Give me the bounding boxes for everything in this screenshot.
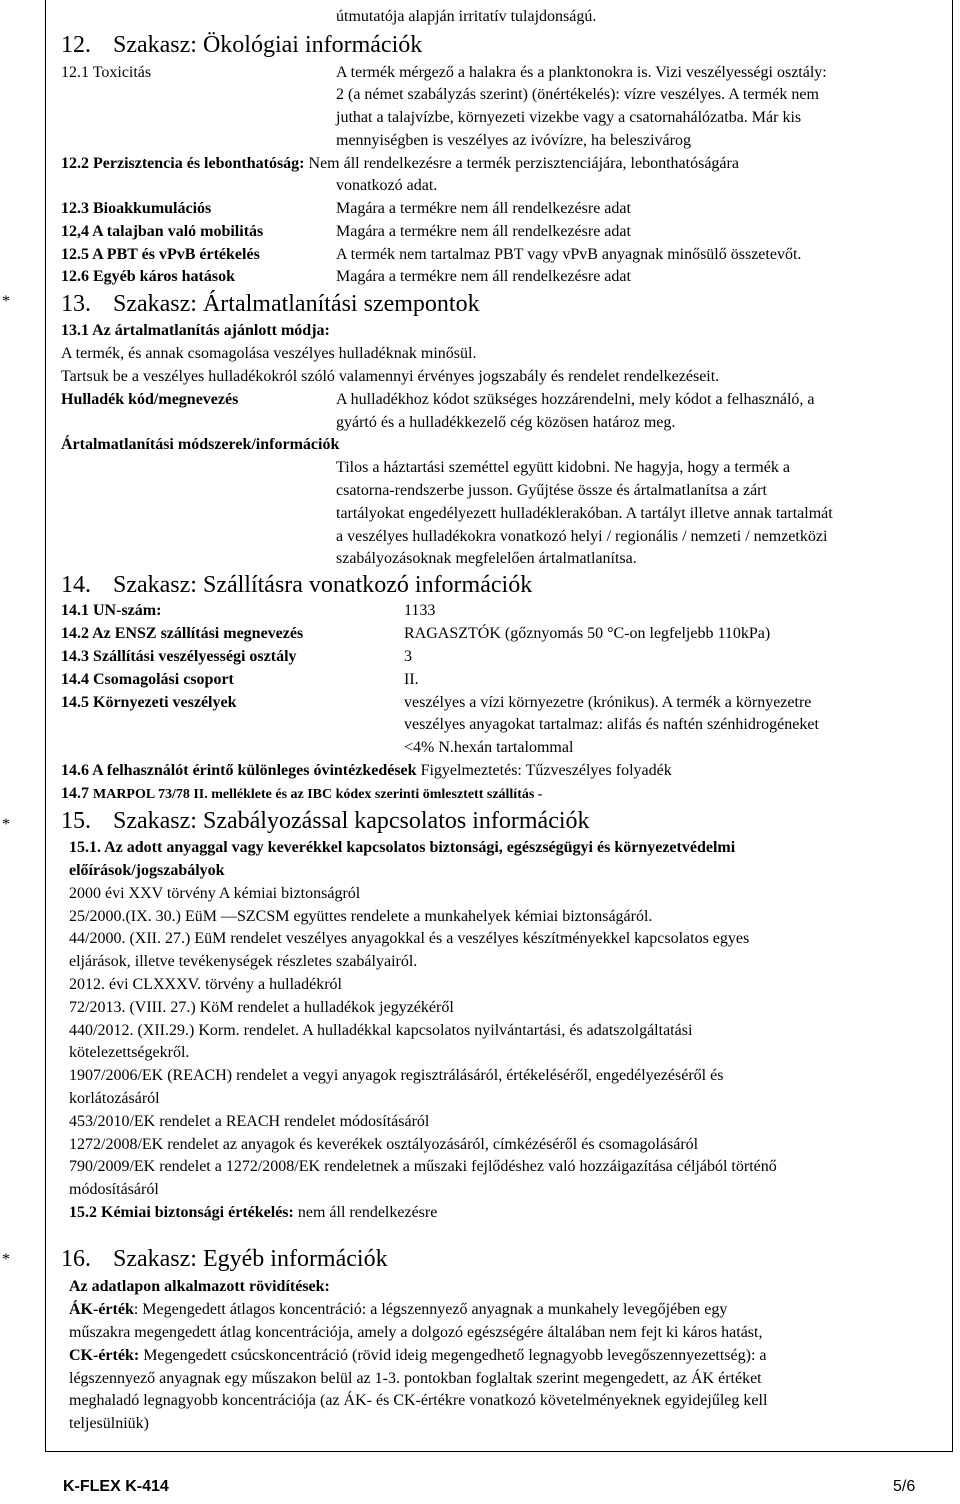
toxicity-line: 2 (a német szabályzás szerint) (önértékelés): vízre veszélyes. A termék nem <box>336 86 819 103</box>
law-line: korlátozásáról <box>69 1090 160 1107</box>
s13-sub1: 13.1 Az ártalmatlanítás ajánlott módja: <box>61 322 330 339</box>
methods-line: tartályokat engedélyezett hulladéklerakóban. A tartályt illetve annak tartalmát <box>336 505 833 522</box>
ak-row <box>69 1300 727 1320</box>
law-line: 72/2013. (VIII. 27.) KöM rendelet a hulladékok jegyzékéről <box>69 999 454 1016</box>
marpol-row <box>61 784 542 805</box>
persistence-row <box>61 154 739 174</box>
s13-line2: Tartsuk be a veszélyes hulladékokról szóló valamennyi érvényes jogszabály és rendelet rendelkezéseit. <box>61 368 720 385</box>
section-16-title: Szakasz: Egyéb információk <box>113 1246 388 1272</box>
s14-row-label: 14.3 Szállítási veszélyességi osztály <box>61 648 297 665</box>
s15-sub1: előírások/jogszabályok <box>69 862 225 879</box>
toxicity-label: 12.1 Toxicitás <box>61 64 152 81</box>
abbr-line: meghaladó legnagyobb koncentrációja (az ÁK- és CK-értékre vonatkozó követelményeknek egyidejűleg kell <box>69 1392 768 1409</box>
law-line: 25/2000.(IX. 30.) EüM —SZCSM együttes rendelete a munkahelyek kémiai biztonságáról. <box>69 908 653 925</box>
section-14-number: 14. <box>61 572 91 598</box>
section-12-number: 12. <box>61 32 91 58</box>
toxicity-line: juthat a talajvízbe, környezeti vizekbe vagy a csatornahálózatba. Már kis <box>336 109 802 126</box>
toxicity-line: A termék mérgező a halakra és a planktonokra is. Vizi veszélyességi osztály: <box>336 64 827 81</box>
law-line: 790/2009/EK rendelet a 1272/2008/EK rendeletnek a műszaki fejlődéshez való hozzáigazítása céljából történő <box>69 1158 777 1175</box>
special-row <box>61 761 672 781</box>
section-15-number: 15. <box>61 808 91 834</box>
ak-line2: műszakra megengedett átlag koncentrációja, amely a dolgozó egészségére általában nem fejt ki káros hatást, <box>69 1324 763 1341</box>
s15-sub2-value: nem áll rendelkezésre <box>297 1204 438 1221</box>
section-15-title: Szakasz: Szabályozással kapcsolatos információk <box>113 808 590 834</box>
abbr-line: teljesülniük) <box>69 1415 149 1432</box>
s12-row-label: 12,4 A talajban való mobilitás <box>61 223 264 240</box>
footer-page-number: 5/6 <box>893 1478 916 1495</box>
s12-row-label: 12.5 A PBT és vPvB értékelés <box>61 246 260 263</box>
abbr-title: Az adatlapon alkalmazott rövidítések: <box>69 1278 330 1295</box>
law-line: módosításáról <box>69 1181 159 1198</box>
special-label: 14.6 A felhasználót érintő különleges óvintézkedések <box>61 762 417 779</box>
s14-row-label: 14.1 UN-szám: <box>61 602 162 619</box>
methods-line: Tilos a háztartási szeméttel együtt kidobni. Ne hagyja, hogy a termék a <box>336 459 790 476</box>
section-16-number: 16. <box>61 1246 91 1272</box>
special-value: Figyelmeztetés: Tűzveszélyes folyadék <box>420 762 672 779</box>
s15-sub2-row <box>69 1203 437 1223</box>
s14-row-label: 14.4 Csomagolási csoport <box>61 671 234 688</box>
abbr-line: légszennyező anyagnak egy műszakon belül az 1-3. pontokban foglaltak szerint megengedett, az ÁK értéket <box>69 1370 762 1387</box>
s14-row-value: RAGASZTÓK (gőznyomás 50 °C-on legfeljebb 110kPa) <box>404 625 771 642</box>
law-line: 44/2000. (XII. 27.) EüM rendelet veszélyes anyagokkal és a veszélyes készítményekkel kapcsolatos egyes <box>69 930 750 947</box>
law-line: kötelezettségekről. <box>69 1044 190 1061</box>
waste-line: A hulladékhoz kódot szükséges hozzárendelni, mely kódot a felhasználó, a <box>336 391 815 408</box>
top-line: útmutatója alapján irritatív tulajdonságú. <box>336 8 597 25</box>
ak-label: ÁK-érték <box>69 1301 134 1318</box>
persistence-text-2: vonatkozó adat. <box>336 177 438 194</box>
env-line: veszélyes anyagokat tartalmaz: alifás és naftén szénhidrogéneket <box>404 716 819 733</box>
s15-sub2-label: 15.2 Kémiai biztonsági értékelés: <box>69 1204 294 1221</box>
revision-marker: * <box>2 1251 10 1268</box>
s14-row-value: 1133 <box>404 602 436 619</box>
s14-row-value: II. <box>404 671 419 688</box>
methods-label: Ártalmatlanítási módszerek/információk <box>61 436 340 453</box>
section-14-title: Szakasz: Szállításra vonatkozó információk <box>113 572 533 598</box>
section-16-heading <box>61 1245 388 1273</box>
section-12-title: Szakasz: Ökológiai információk <box>113 32 423 58</box>
revision-marker: * <box>2 293 10 310</box>
s14-row-value: 3 <box>404 648 412 665</box>
law-line: eljárások, illetve tevékenységek részletes szabályairól. <box>69 953 418 970</box>
section-14-heading <box>61 571 532 599</box>
marpol-text: MARPOL 73/78 II. melléklete és az IBC kódex szerinti ömlesztett szállítás - <box>93 787 543 802</box>
section-13-heading <box>61 290 480 318</box>
s12-row-value: A termék nem tartalmaz PBT vagy vPvB anyagnak minősülő összetevőt. <box>336 246 802 263</box>
law-line: 453/2010/EK rendelet a REACH rendelet módosításáról <box>69 1113 430 1130</box>
section-13-number: 13. <box>61 291 91 317</box>
env-label: 14.5 Környezeti veszélyek <box>61 694 237 711</box>
methods-line: a veszélyes hulladékokra vonatkozó helyi / regionális / nemzeti / nemzetközi <box>336 528 828 545</box>
ck-line1: Megengedett csúcskoncentráció (rövid ideig megengedhető legnagyobb levegőszennyezettség): a <box>139 1347 767 1364</box>
s14-row-label: 14.2 Az ENSZ szállítási megnevezés <box>61 625 304 642</box>
waste-line: gyártó és a hulladékkezelő cég közösen határoz meg. <box>336 414 676 431</box>
s13-line1: A termék, és annak csomagolása veszélyes hulladéknak minősül. <box>61 345 477 362</box>
marpol-prefix: 14.7 <box>61 785 89 802</box>
s12-row-label: 12.6 Egyéb káros hatások <box>61 268 235 285</box>
s15-sub1: 15.1. Az adott anyaggal vagy keverékkel kapcsolatos biztonsági, egészségügyi és környezetvédelmi <box>69 839 736 856</box>
env-line: <4% N.hexán tartalommal <box>404 739 574 756</box>
section-12-heading <box>61 31 422 59</box>
toxicity-line: mennyiségben is veszélyes az ivóvízre, ha beleszivárog <box>336 132 691 149</box>
s12-row-value: Magára a termékre nem áll rendelkezésre adat <box>336 268 631 285</box>
methods-line: csatorna-rendszerbe jusson. Gyűjtése össze és ártalmatlanítsa a zárt <box>336 482 767 499</box>
persistence-text: Nem áll rendelkezésre a termék perzisztenciájára, lebonthatóságára <box>308 155 739 172</box>
ck-label: CK-érték: <box>69 1347 140 1364</box>
persistence-label: 12.2 Perzisztencia és lebonthatóság: <box>61 155 305 172</box>
law-line: 1272/2008/EK rendelet az anyagok és keverékek osztályozásáról, címkézéséről és csomagolásáról <box>69 1136 699 1153</box>
env-line: veszélyes a vízi környezetre (krónikus). A termék a környezetre <box>404 694 812 711</box>
section-15-heading <box>61 807 590 835</box>
s12-row-value: Magára a termékre nem áll rendelkezésre adat <box>336 200 631 217</box>
law-line: 440/2012. (XII.29.) Korm. rendelet. A hulladékkal kapcsolatos nyilvántartási, és adatszolgáltatási <box>69 1022 693 1039</box>
waste-label: Hulladék kód/megnevezés <box>61 391 239 408</box>
law-line: 2012. évi CLXXXV. törvény a hulladékról <box>69 976 342 993</box>
law-line: 1907/2006/EK (REACH) rendelet a vegyi anyagok regisztrálásáról, értékeléséről, engedélyezéséről és <box>69 1067 724 1084</box>
ck-row <box>69 1346 767 1366</box>
s12-row-label: 12.3 Bioakkumulációs <box>61 200 212 217</box>
footer-product: K-FLEX K-414 <box>63 1478 169 1495</box>
revision-marker: * <box>2 816 10 833</box>
s12-row-value: Magára a termékre nem áll rendelkezésre adat <box>336 223 631 240</box>
law-line: 2000 évi XXV törvény A kémiai biztonságról <box>69 885 361 902</box>
methods-line: szabályozásoknak megfelelően ártalmatlanítsa. <box>336 550 637 567</box>
section-13-title: Szakasz: Ártalmatlanítási szempontok <box>113 291 480 317</box>
ak-line1: : Megengedett átlagos koncentráció: a légszennyező anyagnak a munkahely levegőjében egy <box>133 1301 728 1318</box>
